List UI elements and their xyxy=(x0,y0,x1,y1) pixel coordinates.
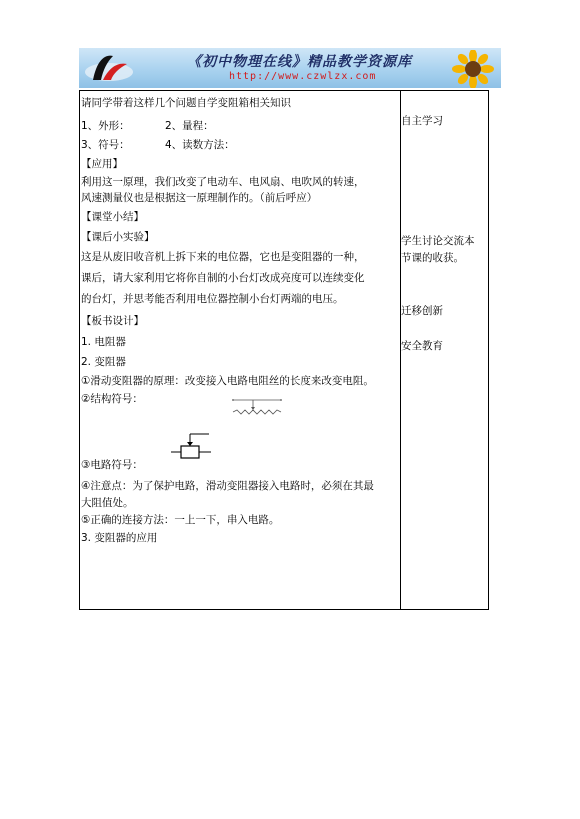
board-item-application: 3. 变阻器的应用 xyxy=(81,532,158,544)
rheostat-structure-icon xyxy=(231,395,283,417)
question-reading: 4、读数方法： xyxy=(165,139,235,151)
lesson-table xyxy=(79,90,489,610)
rheostat-circuit-symbol-icon xyxy=(171,428,215,464)
note-safety: 安全教育 xyxy=(401,340,443,352)
note-discussion: 节课的收获。 xyxy=(401,252,464,264)
board-item-note: ④注意点：为了保护电路，滑动变阻器接入电路时，必须在其最 xyxy=(81,480,374,492)
board-item-resistor: 1. 电阻器 xyxy=(81,336,126,348)
note-transfer: 迁移创新 xyxy=(401,305,443,317)
board-item-note: 大阻值处。 xyxy=(81,497,134,509)
experiment-heading: 【课后小实验】 xyxy=(81,231,155,243)
banner-title: 《初中物理在线》精品教学资源库 xyxy=(187,54,412,70)
board-item-structure: ②结构符号： xyxy=(81,393,143,405)
board-item-circuit-symbol: ③电路符号： xyxy=(81,459,143,471)
board-item-connection: ⑤正确的连接方法：一上一下，串入电路。 xyxy=(81,514,280,526)
board-item-rheostat: 2. 变阻器 xyxy=(81,356,126,368)
question-shape: 1、外形： xyxy=(81,120,130,132)
header-banner xyxy=(79,48,501,88)
experiment-text: 的台灯，并思考能否利用电位器控制小台灯两端的电压。 xyxy=(81,293,344,305)
experiment-text: 课后，请大家利用它将你自制的小台灯改成亮度可以连续变化 xyxy=(81,272,365,284)
note-self-study: 自主学习 xyxy=(401,115,443,127)
sunflower-icon xyxy=(449,50,497,88)
summary-heading: 【课堂小结】 xyxy=(81,211,144,223)
application-text: 利用这一原理，我们改变了电动车、电风扇、电吹风的转速， xyxy=(81,176,365,188)
note-discussion: 学生讨论交流本 xyxy=(401,235,475,247)
intro-text: 请同学带着这样几个问题自学变阻箱相关知识 xyxy=(81,97,291,109)
question-range: 2、量程： xyxy=(165,120,214,132)
board-item-principle: ①滑动变阻器的原理：改变接入电路电阻丝的长度来改变电阻。 xyxy=(81,375,374,387)
question-symbol: 3、符号： xyxy=(81,139,130,151)
banner-url: http://www.czwlzx.com xyxy=(229,71,377,82)
application-heading: 【应用】 xyxy=(81,158,123,170)
experiment-text: 这是从废旧收音机上拆下来的电位器，它也是变阻器的一种， xyxy=(81,251,365,263)
application-text: 风速测量仪也是根据这一原理制作的。（前后呼应） xyxy=(81,192,318,204)
logo-icon xyxy=(83,50,135,86)
board-heading: 【板书设计】 xyxy=(81,315,144,327)
